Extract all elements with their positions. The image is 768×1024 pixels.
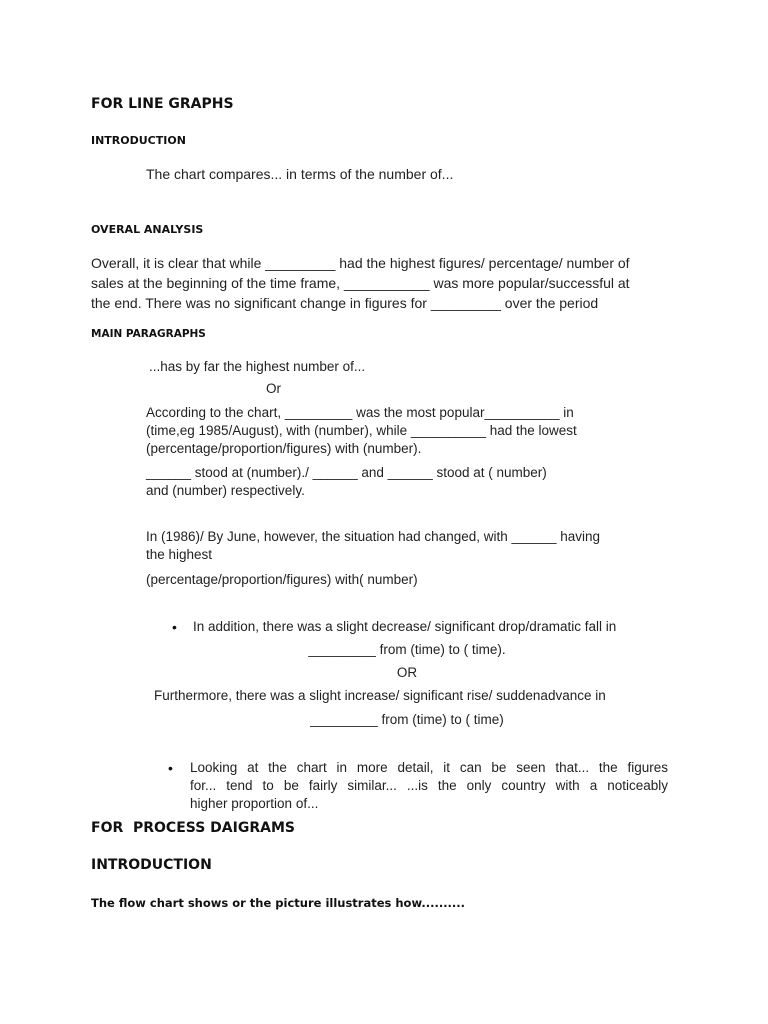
overall-paragraph xyxy=(91,253,681,313)
bullet-icon: • xyxy=(172,619,177,635)
or-separator-upper: OR xyxy=(396,665,418,680)
in-1986-line: In (1986)/ By June, however, the situation had changed, with ______ having xyxy=(146,529,601,544)
bullet-2-line: for... tend to be fairly similar... ...is the only country with a noticeably xyxy=(190,778,668,793)
main-paragraphs-heading: MAIN PARAGRAPHS xyxy=(91,328,206,340)
in-1986-paragraph xyxy=(146,528,666,564)
according-paragraph xyxy=(146,404,646,458)
or-separator: Or xyxy=(266,381,281,396)
according-line: (time,eg 1985/August), with (number), while __________ had the lowest xyxy=(146,423,577,438)
main-line-highest: ...has by far the highest number of... xyxy=(149,359,366,374)
process-diagrams-heading: FOR PROCESS DAIGRAMS xyxy=(91,820,295,836)
overall-line: the end. There was no significant change in figures for _________ over the period xyxy=(91,295,599,311)
in-1986-line-3: (percentage/proportion/figures) with( number) xyxy=(146,572,418,587)
in-1986-line: the highest xyxy=(146,547,213,562)
line-graphs-heading: FOR LINE GRAPHS xyxy=(91,96,234,112)
stood-at-paragraph xyxy=(146,464,646,500)
bullet-1-line-1: In addition, there was a slight decrease/ significant drop/dramatic fall in xyxy=(193,619,617,634)
stood-line: and (number) respectively. xyxy=(146,483,305,498)
according-line: (percentage/proportion/figures) with (number). xyxy=(146,441,422,456)
bullet-2-paragraph xyxy=(190,759,668,813)
according-line: According to the chart, _________ was the most popular__________ in xyxy=(146,405,574,420)
bullet-1-line-2: _________ from (time) to ( time). xyxy=(308,642,506,657)
introduction-text: The chart compares... in terms of the number of... xyxy=(146,166,454,182)
overall-line: sales at the beginning of the time frame, ___________ was more popular/successful at xyxy=(91,275,630,291)
bullet-icon: • xyxy=(168,760,173,776)
furthermore-line-2: _________ from (time) to ( time) xyxy=(310,712,504,727)
bullet-2-line: Looking at the chart in more detail, it can be seen that... the figures xyxy=(190,760,668,775)
introduction-heading: INTRODUCTION xyxy=(91,134,186,147)
furthermore-line-1: Furthermore, there was a slight increase/ significant rise/ suddenadvance in xyxy=(154,688,606,703)
stood-line: ______ stood at (number)./ ______ and ______ stood at ( number) xyxy=(146,465,547,480)
overall-analysis-heading: OVERAL ANALYSIS xyxy=(91,223,204,236)
overall-line: Overall, it is clear that while _________ had the highest figures/ percentage/ number of xyxy=(91,255,630,271)
process-introduction-text: The flow chart shows or the picture illustrates how.......... xyxy=(91,896,466,910)
bullet-2-line: higher proportion of... xyxy=(190,796,319,811)
process-introduction-heading: INTRODUCTION xyxy=(91,857,212,873)
